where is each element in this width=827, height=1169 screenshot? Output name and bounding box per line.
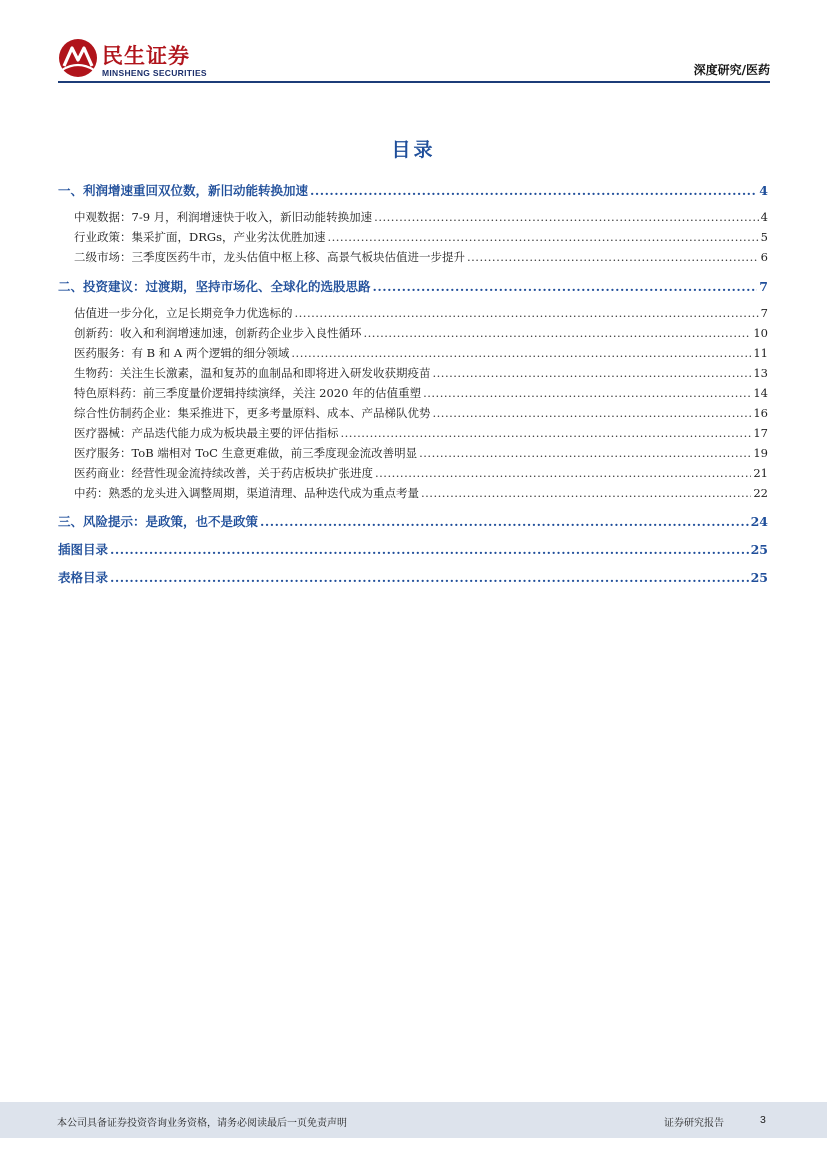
toc-page-number: 21	[753, 466, 768, 480]
toc-page-number: 13	[753, 366, 768, 380]
toc-entry-label: 医疗服务：ToB 端相对 ToC 生意更难做，前三季度现金流改善明显	[74, 446, 418, 460]
toc-entry-label: 中观数据：7-9 月，利润增速快于收入，新旧动能转换加速	[74, 210, 373, 224]
toc-subsection-entry[interactable]	[58, 229, 768, 245]
toc-dot-leader	[375, 466, 751, 480]
toc-entry-label: 综合性仿制药企业：集采推进下，更多考量原料、成本、产品梯队优势	[74, 406, 431, 420]
toc-subsection-entry[interactable]	[58, 465, 768, 481]
toc-dot-leader	[291, 346, 751, 360]
toc-entry-label: 表格目录	[58, 570, 109, 585]
toc-entry-label: 估值进一步分化，立足长期竞争力优选标的	[74, 306, 293, 320]
toc-dot-leader	[419, 446, 751, 460]
toc-subsection-entry[interactable]	[58, 485, 768, 501]
toc-subsection-entry[interactable]	[58, 325, 768, 341]
toc-page-number: 7	[760, 306, 768, 320]
toc-page-number: 11	[753, 346, 768, 360]
toc-entry-label: 医疗器械：产品迭代能力成为板块最主要的评估指标	[74, 426, 339, 440]
toc-subsection-entry[interactable]	[58, 345, 768, 361]
toc-section-entry[interactable]	[58, 512, 768, 530]
toc-subsection-entry[interactable]	[58, 445, 768, 461]
toc-dot-leader	[374, 210, 759, 224]
toc-page-number: 16	[753, 406, 768, 420]
toc-dot-leader	[364, 326, 752, 340]
toc-subsection-entry[interactable]	[58, 305, 768, 321]
toc-title: 目录	[391, 139, 436, 161]
toc-dot-leader	[110, 542, 749, 557]
toc-subsection-entry[interactable]	[58, 249, 768, 265]
toc-page-number: 7	[759, 279, 768, 294]
toc-entry-label: 插图目录	[58, 542, 109, 557]
toc-entry-label: 特色原料药：前三季度量价逻辑持续演绎，关注 2020 年的估值重塑	[74, 386, 422, 400]
toc-page-number: 4	[759, 183, 768, 198]
toc-section-entry[interactable]	[58, 540, 768, 558]
toc-entry-label: 医药商业：经营性现金流持续改善，关于药店板块扩张进度	[74, 466, 373, 480]
document-category: 深度研究/医药	[693, 63, 770, 77]
toc-page-number: 19	[753, 446, 768, 460]
toc-dot-leader	[327, 230, 758, 244]
toc-page-number: 14	[753, 386, 768, 400]
toc-entry-label: 创新药：收入和利润增速加速，创新药企业步入良性循环	[74, 326, 362, 340]
toc-dot-leader	[433, 366, 752, 380]
toc-entry-label: 三、风险提示：是政策，也不是政策	[58, 514, 259, 529]
footer-disclaimer: 本公司具备证券投资咨询业务资格，请务必阅读最后一页免责声明	[57, 1118, 347, 1129]
logo-english-text: MINSHENG SECURITIES	[102, 68, 207, 78]
toc-dot-leader	[421, 486, 751, 500]
toc-entry-label: 二级市场：三季度医药牛市，龙头估值中枢上移、高景气板块估值进一步提升	[74, 250, 465, 264]
toc-page-number: 5	[760, 230, 768, 244]
toc-entry-label: 二、投资建议：过渡期，坚持市场化、全球化的选股思路	[58, 279, 371, 294]
toc-dot-leader	[373, 279, 758, 294]
toc-section-entry[interactable]	[58, 568, 768, 586]
toc-page-number: 4	[760, 210, 768, 224]
toc-page-number: 24	[750, 514, 768, 529]
toc-subsection-entry[interactable]	[58, 425, 768, 441]
toc-entry-label: 生物药：关注生长激素，温和复苏的血制品和即将进入研发收获期疫苗	[74, 366, 431, 380]
toc-page-number: 22	[753, 486, 768, 500]
toc-dot-leader	[423, 386, 751, 400]
footer-report-type: 证券研究报告	[664, 1118, 724, 1129]
toc-dot-leader	[310, 183, 757, 198]
toc-subsection-entry[interactable]	[58, 405, 768, 421]
toc-dot-leader	[341, 426, 752, 440]
toc-section-entry[interactable]	[58, 277, 768, 295]
toc-page-number: 10	[753, 326, 768, 340]
toc-dot-leader	[433, 406, 752, 420]
page-footer	[0, 1102, 827, 1138]
toc-section-entry[interactable]	[58, 181, 768, 199]
toc-subsection-entry[interactable]	[58, 209, 768, 225]
toc-subsection-entry[interactable]	[58, 365, 768, 381]
toc-dot-leader	[467, 250, 759, 264]
minsheng-logo-icon	[58, 38, 98, 78]
company-logo	[58, 38, 218, 80]
toc-subsection-entry[interactable]	[58, 385, 768, 401]
toc-page-number: 17	[753, 426, 768, 440]
page-header	[58, 34, 770, 84]
toc-entry-label: 医药服务：有 B 和 A 两个逻辑的细分领域	[74, 346, 290, 360]
toc-entry-label: 中药：熟悉的龙头进入调整周期，渠道清理、品种迭代成为重点考量	[74, 486, 419, 500]
toc-dot-leader	[295, 306, 759, 320]
toc-dot-leader	[260, 514, 749, 529]
toc-entry-label: 行业政策：集采扩面，DRGs，产业劣汰优胜加速	[74, 230, 326, 244]
header-divider	[58, 81, 770, 83]
page-number: 3	[760, 1114, 766, 1126]
logo-chinese-text: 民生证券	[102, 44, 190, 68]
toc-page-number: 6	[760, 250, 768, 264]
toc-entry-label: 一、利润增速重回双位数，新旧动能转换加速	[58, 183, 309, 198]
toc-page-number: 25	[750, 542, 768, 557]
toc-page-number: 25	[750, 570, 768, 585]
toc-dot-leader	[110, 570, 749, 585]
